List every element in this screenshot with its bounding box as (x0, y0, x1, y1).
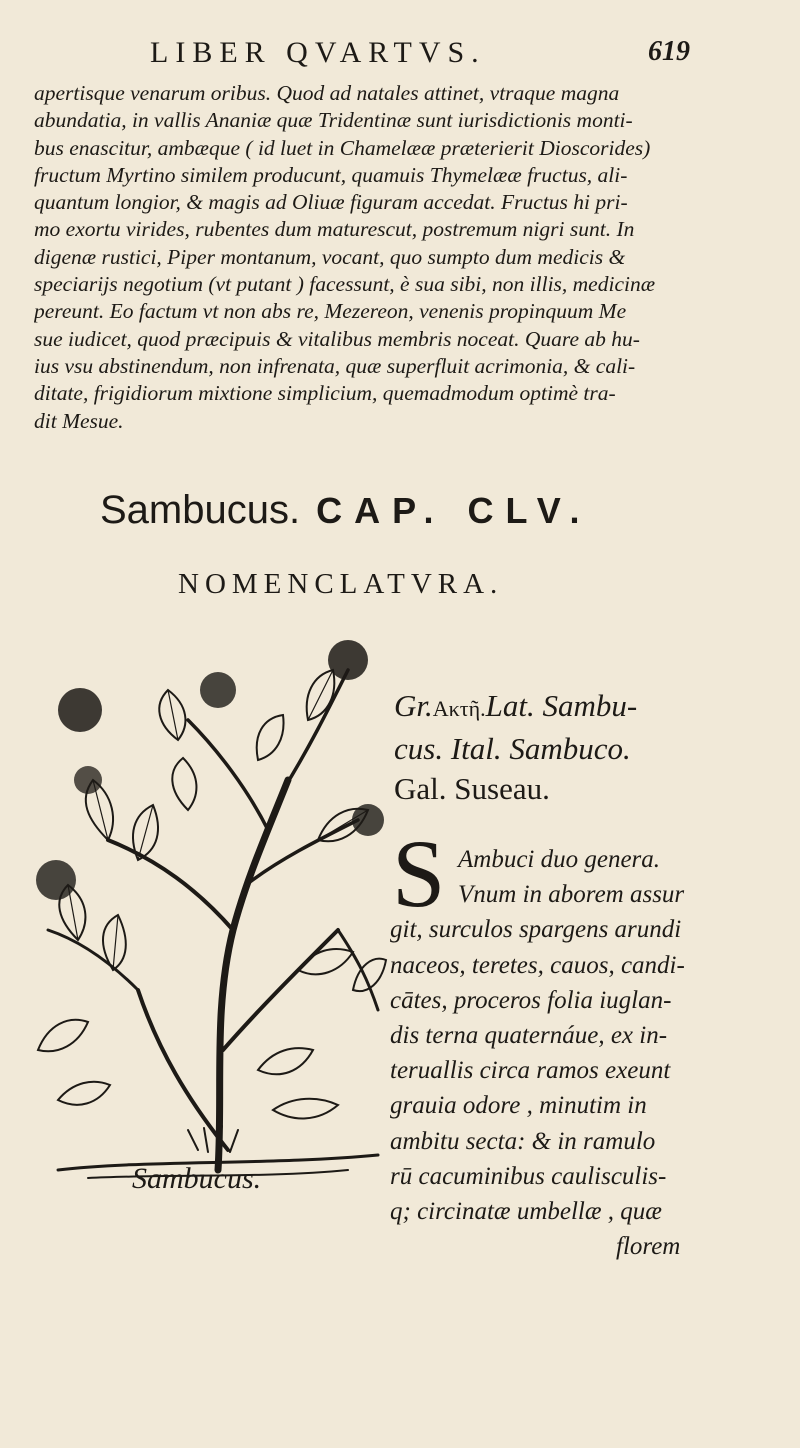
text-line: speciarijs negotium (vt putant ) facessunt, è sua sibi, non illis, medicinæ (34, 272, 656, 297)
paragraph-line: Ambuci duo genera. (458, 846, 661, 873)
text-line: abundatia, in vallis Ananiæ quæ Tridentinæ sunt iurisdictionis monti- (34, 108, 633, 133)
text-line: bus enascitur, ambæque ( id luet in Chamelææ præterierit Dioscorides) (34, 135, 651, 160)
page-number: 619 (648, 36, 690, 67)
nomenclature-line: cus. Ital. Sambuco. (394, 731, 631, 766)
chapter-number: CAP. CLV. (316, 490, 592, 531)
elder-woodcut-illustration (18, 630, 388, 1190)
plant-drawing (18, 630, 388, 1190)
text-line: ditate, frigidiorum mixtione simplicium, quemadmodum optimè tra- (34, 381, 616, 406)
text-line: mo exortu virides, rubentes dum maturescut, postremum nigri sunt. In (34, 217, 635, 242)
greek-label: Gr. (394, 688, 433, 723)
paragraph-text (390, 842, 790, 1264)
paragraph-line: grauia odore , minutim in (390, 1092, 647, 1120)
paragraph-line: q; circinatæ umbellæ , quæ (390, 1198, 662, 1226)
paragraph-line: teruallis circa ramos exeunt (390, 1057, 671, 1085)
text-line: apertisque venarum oribus. Quod ad natales attinet, vtraque magna (34, 81, 620, 105)
body-text (34, 80, 774, 435)
nomenclature-block (394, 686, 784, 809)
paragraph-line: cātes, proceros folia iuglan- (390, 986, 672, 1014)
paragraph-line: git, surculos spargens arundi (390, 916, 682, 944)
figure-caption: Sambucus. (132, 1162, 262, 1195)
paragraph-line: naceos, teretes, cauos, candi- (390, 951, 685, 979)
text-line: ius vsu abstinendum, non infrenata, quæ superfluit acrimonia, & cali- (34, 353, 636, 378)
text-line: sue iudicet, quod præcipuis & vitalibus membris noceat. Quare ab hu- (34, 326, 640, 351)
paragraph-line: Vnum in aborem assur (458, 881, 685, 909)
text-line: digenæ rustici, Piper montanum, vocant, quo sumpto dum medicis & (34, 244, 626, 269)
drop-capital: S (392, 820, 446, 927)
text-line: quantum longior, & magis ad Oliuæ figuram accedat. Fructus hi pri- (34, 190, 628, 215)
paragraph-line: rū cacuminibus caulisculis- (390, 1162, 667, 1190)
paragraph-line: florem (616, 1233, 681, 1261)
section-heading: NOMENCLATVRA. (178, 568, 504, 600)
chapter-title (100, 488, 592, 533)
text-line: dit Mesue. (34, 408, 124, 433)
text-line: pereunt. Eo factum vt non abs re, Mezereon, venenis propinquum Me (34, 299, 627, 324)
nomenclature-line: Gal. Suseau. (394, 771, 550, 806)
latin-name: Lat. Sambu- (485, 688, 638, 723)
paragraph-line: ambitu secta: & in ramulo (390, 1127, 656, 1155)
paragraph-line: dis terna quaternáue, ex in- (390, 1022, 668, 1050)
nomenclature-line (394, 686, 784, 729)
text-line: fructum Myrtino similem producunt, quamuis Thymelææ fructus, ali- (34, 162, 628, 187)
running-title: LIBER QVARTVS. (150, 36, 486, 69)
greek-name: Ακτῆ. (432, 696, 486, 721)
chapter-name: Sambucus. (100, 488, 301, 532)
